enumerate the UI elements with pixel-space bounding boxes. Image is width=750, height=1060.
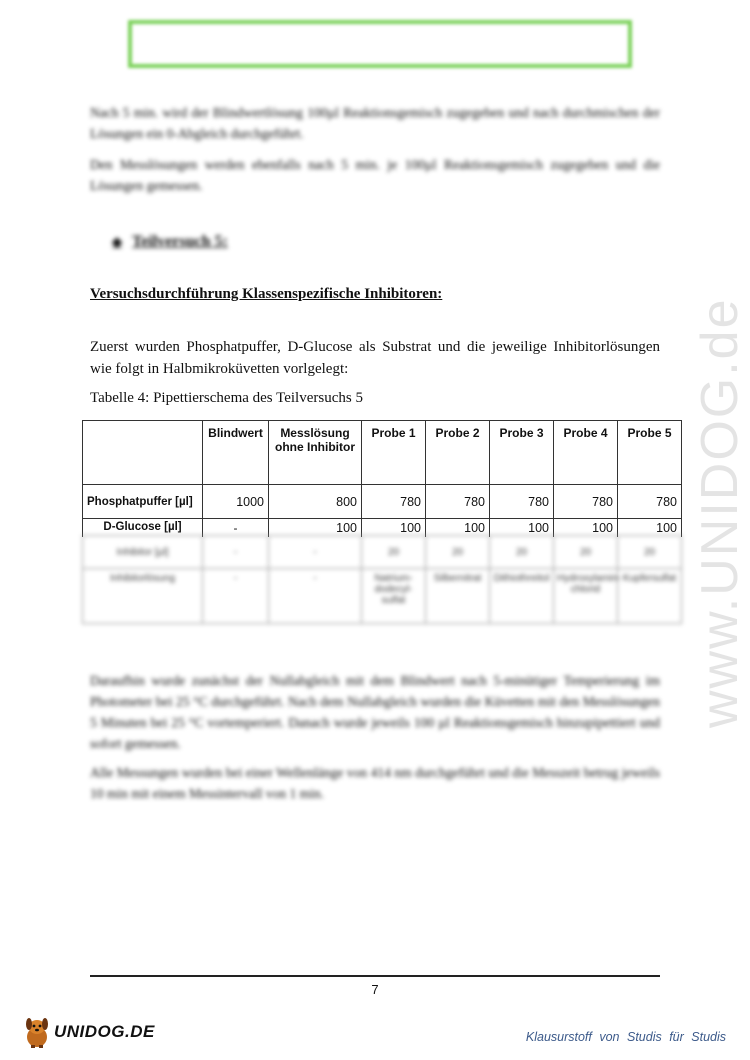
blurred-paragraph: Daraufhin wurde zunächst der Nullabgleich mit dem Blindwert nach 5-minütiger Temperierung im Photometer bei 25 °C durchgeführt. Nach dem Nullabgleich wurden die Küvetten mit den Messlösungen 5 Minuten bei 25 °C vortemperiert. Danach wurde jeweils 100 µl Reaktionsgemisch hinzupipettiert und sofort gemessen. [90, 672, 660, 751]
table-cell: 780 [618, 485, 682, 519]
table-cell: Natrium-dodecyl-sulfat [362, 569, 426, 624]
table-cell: 20 [490, 536, 554, 569]
highlight-box [128, 20, 632, 68]
row-label: Phosphatpuffer [µl] [83, 485, 203, 519]
table-cell: 100 [269, 519, 362, 538]
logo-text: UNIDOG.DE [54, 1022, 155, 1041]
table-cell: - [269, 569, 362, 624]
watermark: www.UNIDOG.de [691, 297, 749, 728]
table-cell: - [203, 519, 269, 538]
table-header-cell: Blindwert [203, 421, 269, 485]
table-row [83, 536, 682, 569]
table-header-cell: Probe 5 [618, 421, 682, 485]
pipetting-table [82, 420, 682, 537]
table-header-cell: Probe 3 [490, 421, 554, 485]
table-cell: 20 [618, 536, 682, 569]
footer-divider [90, 975, 660, 977]
subsection-heading: ◆ Teilversuch 5: [112, 233, 228, 250]
table-header-cell: Probe 2 [426, 421, 490, 485]
blurred-table-section [82, 535, 682, 624]
table-cell: - [203, 536, 269, 569]
table-row [83, 569, 682, 624]
blurred-paragraph: Alle Messungen wurden bei einer Wellenlänge von 414 nm durchgeführt und die Messzeit betrug jeweils 10 min mit einem Messintervall von 1 min. [90, 764, 660, 801]
table-caption: Tabelle 4: Pipettierschema des Teilversuchs 5 [90, 390, 363, 406]
table-cell: 20 [426, 536, 490, 569]
table-header-cell [83, 421, 203, 485]
table-cell: 780 [426, 485, 490, 519]
table-header-row [83, 421, 682, 485]
blurred-paragraph: Nach 5 min. wird der Blindwertlösung 100µl Reaktionsgemisch zugegeben und nach durchmischen der Lösungen ein 0-Abgleich durchgeführt. [90, 104, 660, 141]
table-cell: Hydroxylamin-chlorid [554, 569, 618, 624]
table-cell: 1000 [203, 485, 269, 519]
logo[interactable] [22, 1014, 155, 1050]
row-label: Inhibitor [µl] [83, 536, 203, 569]
table-header-cell: Probe 4 [554, 421, 618, 485]
table-cell: 100 [554, 519, 618, 538]
row-label: Inhibitorlösung [83, 569, 203, 624]
table-cell: - [203, 569, 269, 624]
table-header-cell: Messlösung ohne Inhibitor [269, 421, 362, 485]
table-cell: Dithiothreitol [490, 569, 554, 624]
blurred-paragraph: Den Messlösungen werden ebenfalls nach 5 min. je 100µl Reaktionsgemisch zugegeben und die Lösungen gemessen. [90, 156, 660, 193]
table-cell: 20 [362, 536, 426, 569]
table-cell: 780 [362, 485, 426, 519]
footer-tagline: Klausurstoff von Studis für Studis [525, 1030, 726, 1044]
table-cell: Kupfersulfat [618, 569, 682, 624]
table-cell: 100 [426, 519, 490, 538]
table-cell: 100 [618, 519, 682, 538]
table-cell: - [269, 536, 362, 569]
diamond-bullet-icon: ◆ [112, 234, 122, 249]
row-label: D-Glucose [µl] [83, 519, 203, 538]
section-title: Versuchsdurchführung Klassenspezifische Inhibitoren: [90, 286, 443, 302]
table-cell: 780 [490, 485, 554, 519]
table-cell: 780 [554, 485, 618, 519]
table-cell: 100 [490, 519, 554, 538]
table-cell: Silbernitrat [426, 569, 490, 624]
intro-paragraph: Zuerst wurden Phosphatpuffer, D-Glucose als Substrat und die jeweilige Inhibitorlösungen wie folgt in Halbmikroküvetten vorlgelegt: [90, 339, 660, 377]
table-cell: 20 [554, 536, 618, 569]
page-number: 7 [371, 982, 379, 997]
table-cell: 100 [362, 519, 426, 538]
table-header-cell: Probe 1 [362, 421, 426, 485]
dog-mascot-icon [22, 1015, 52, 1049]
table-row [83, 485, 682, 519]
table-cell: 800 [269, 485, 362, 519]
